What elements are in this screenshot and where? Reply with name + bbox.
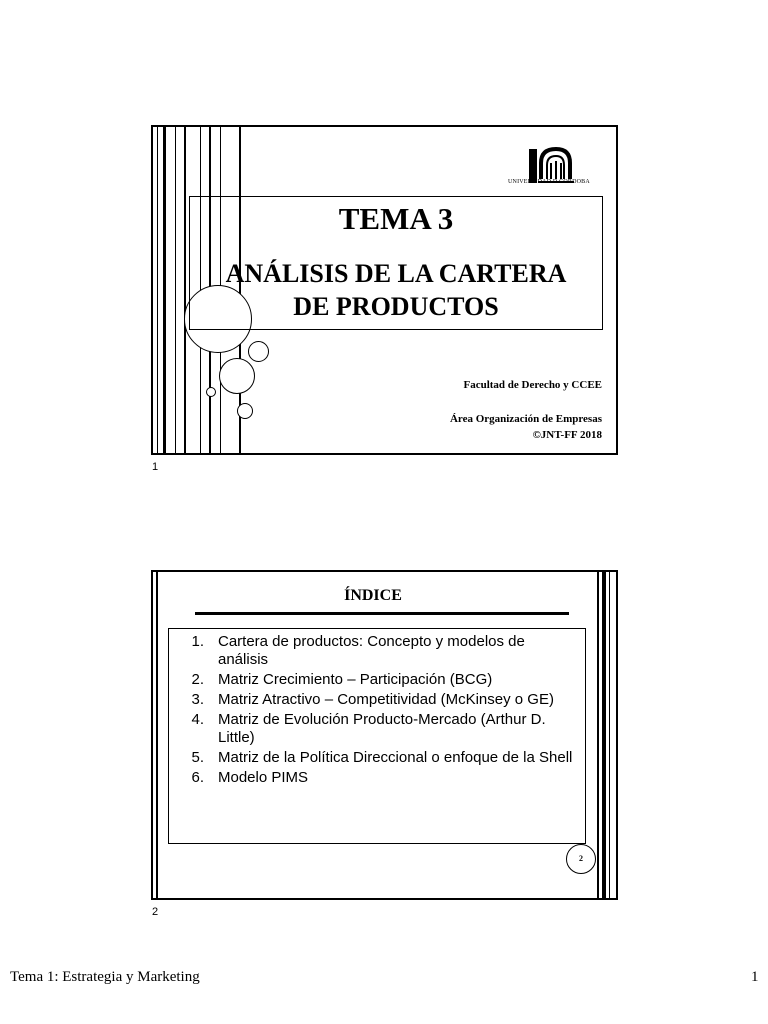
decor-circle bbox=[206, 387, 216, 397]
decor-circle bbox=[248, 341, 269, 362]
toc-item-text: Matriz Atractivo – Competitividad (McKinsey o GE) bbox=[218, 691, 554, 708]
toc-item bbox=[173, 711, 578, 747]
subtitle-line: DE PRODUCTOS bbox=[293, 292, 499, 321]
logo-text: UNIVERSIDAD D CORDOBA bbox=[508, 179, 590, 185]
heading-rule bbox=[195, 612, 569, 615]
toc-item-number: 1. bbox=[191, 633, 204, 650]
toc-list bbox=[173, 633, 578, 789]
subtitle-line: ANÁLISIS DE LA CARTERA bbox=[225, 259, 567, 288]
toc-item bbox=[173, 769, 578, 787]
toc-box bbox=[168, 628, 586, 844]
footer-page-number: 1 bbox=[751, 969, 759, 985]
decor-line bbox=[602, 572, 606, 898]
slide-number-badge: 2 bbox=[566, 844, 596, 874]
title-slide bbox=[151, 125, 618, 455]
decor-line bbox=[184, 127, 186, 453]
toc-item-text: Matriz de la Política Direccional o enfoque de la Shell bbox=[218, 749, 573, 766]
decor-line bbox=[156, 572, 158, 898]
toc-item bbox=[173, 633, 578, 669]
toc-item bbox=[173, 691, 578, 709]
index-slide bbox=[151, 570, 618, 900]
toc-item-number: 2. bbox=[191, 671, 204, 688]
slide-page-label: 1 bbox=[152, 461, 159, 473]
decor-line bbox=[175, 127, 176, 453]
toc-item-number: 6. bbox=[191, 769, 204, 786]
decor-circle bbox=[237, 403, 253, 419]
copyright-text: ©JNT-FF 2018 bbox=[532, 429, 602, 441]
slide-page-label: 2 bbox=[152, 906, 159, 918]
slide-title: TEMA 3 bbox=[338, 201, 454, 236]
decor-circle bbox=[219, 358, 255, 394]
area-text: Área Organización de Empresas bbox=[449, 413, 602, 425]
toc-item-text: Cartera de productos: Concepto y modelos de análisis bbox=[218, 633, 525, 668]
decor-line bbox=[597, 572, 599, 898]
faculty-text: Facultad de Derecho y CCEE bbox=[463, 379, 602, 391]
toc-item-number: 3. bbox=[191, 691, 204, 708]
toc-item bbox=[173, 749, 578, 767]
index-heading: ÍNDICE bbox=[344, 587, 402, 604]
toc-item-text: Matriz de Evolución Producto-Mercado (Arthur D. Little) bbox=[218, 711, 546, 746]
decor-line bbox=[609, 572, 610, 898]
decor-line bbox=[163, 127, 166, 453]
slide-subtitle bbox=[191, 257, 601, 323]
toc-item-number: 5. bbox=[191, 749, 204, 766]
toc-item-number: 4. bbox=[191, 711, 204, 728]
toc-item bbox=[173, 671, 578, 689]
toc-item-text: Matriz Crecimiento – Participación (BCG) bbox=[218, 671, 493, 688]
toc-item-text: Modelo PIMS bbox=[218, 769, 309, 786]
footer-title: Tema 1: Estrategia y Marketing bbox=[10, 969, 200, 985]
decor-line bbox=[157, 127, 158, 453]
